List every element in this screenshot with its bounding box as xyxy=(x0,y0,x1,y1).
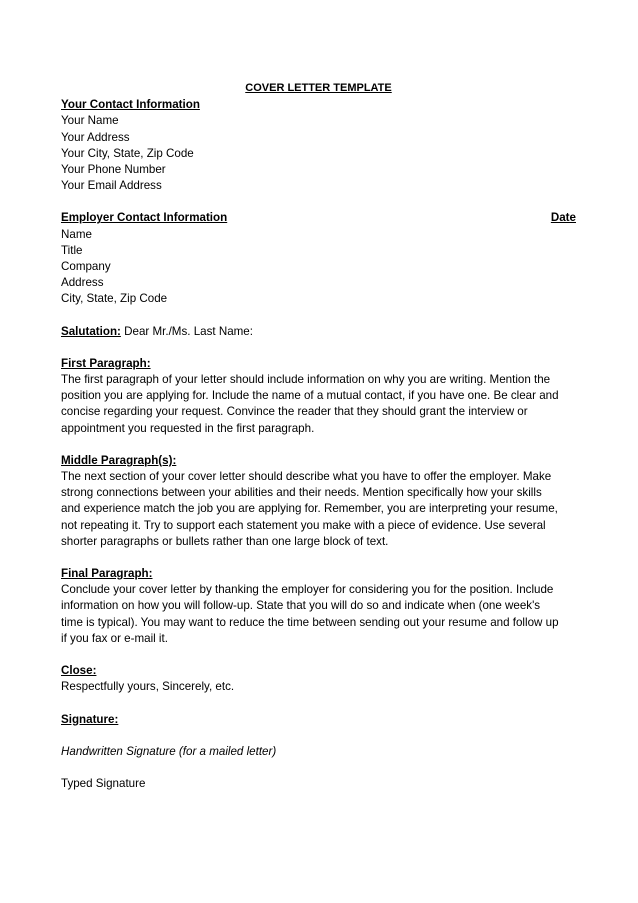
first-paragraph-line: appointment you requested in the first paragraph. xyxy=(61,421,315,435)
employer-section xyxy=(61,210,576,307)
typed-signature: Typed Signature xyxy=(61,776,146,790)
middle-paragraph-line: and experience match the job you are applying for. Remember, you are interpreting your resume, xyxy=(61,502,558,516)
contact-line: Your Email Address xyxy=(61,179,162,193)
middle-paragraph-line: not repeating it. Try to support each statement you make with a piece of evidence. Use several xyxy=(61,518,546,532)
contact-line: Your Address xyxy=(61,130,130,144)
document-title: COVER LETTER TEMPLATE xyxy=(245,82,392,94)
first-paragraph-line: concise regarding your request. Convince the reader that they should grant the interview or xyxy=(61,405,528,419)
contact-line: Your City, State, Zip Code xyxy=(61,146,194,160)
contact-section xyxy=(61,97,576,194)
salutation-heading: Salutation: xyxy=(61,324,121,338)
middle-paragraph-heading: Middle Paragraph(s): xyxy=(61,453,177,467)
handwritten-signature-section xyxy=(61,744,576,760)
employer-line: Company xyxy=(61,260,111,274)
date-label: Date xyxy=(550,211,576,225)
close-section xyxy=(61,663,576,695)
contact-line: Your Name xyxy=(61,114,119,128)
final-paragraph-line: Conclude your cover letter by thanking the employer for considering you for the position. Include xyxy=(61,583,554,597)
salutation-section xyxy=(61,324,576,340)
contact-heading: Your Contact Information xyxy=(61,98,200,112)
employer-line: Address xyxy=(61,276,104,290)
salutation-line xyxy=(61,324,576,340)
close-text: Respectfully yours, Sincerely, etc. xyxy=(61,680,235,694)
middle-paragraph-section xyxy=(61,453,576,550)
handwritten-signature: Handwritten Signature (for a mailed letter) xyxy=(61,744,277,758)
contact-line: Your Phone Number xyxy=(61,163,166,177)
signature-heading: Signature: xyxy=(61,712,119,726)
middle-paragraph-line: strong connections between your abilities and their needs. Mention specifically how your skills xyxy=(61,486,542,500)
salutation-text: Dear Mr./Ms. Last Name: xyxy=(120,324,253,338)
final-paragraph-heading: Final Paragraph: xyxy=(61,567,153,581)
employer-line: Title xyxy=(61,243,83,257)
signature-section xyxy=(61,712,576,728)
typed-signature-section xyxy=(61,776,576,792)
final-paragraph-line: information on how you will follow-up. State that you will do so and indicate when (one week's xyxy=(61,599,541,613)
employer-line: City, State, Zip Code xyxy=(61,292,168,306)
document-page xyxy=(61,80,576,808)
employer-line: Name xyxy=(61,227,92,241)
middle-paragraph-line: shorter paragraphs or bullets rather than one large block of text. xyxy=(61,534,389,548)
middle-paragraph-line: The next section of your cover letter should describe what you have to offer the employer. Make xyxy=(61,470,552,484)
close-heading: Close: xyxy=(61,664,97,678)
first-paragraph-heading: First Paragraph: xyxy=(61,356,151,370)
final-paragraph-line: time is typical). You may want to reduce the time between sending out your resume and follow up xyxy=(61,615,559,629)
final-paragraph-section xyxy=(61,566,576,647)
final-paragraph-line: if you fax or e-mail it. xyxy=(61,631,168,645)
first-paragraph-line: position you are applying for. Include the name of a mutual contact, if you have one. Be clear and xyxy=(61,389,559,403)
first-paragraph-line: The first paragraph of your letter should include information on why you are writing. Mention the xyxy=(61,373,551,387)
employer-heading-row xyxy=(61,210,576,226)
first-paragraph-section xyxy=(61,356,576,437)
employer-heading: Employer Contact Information xyxy=(61,211,228,225)
